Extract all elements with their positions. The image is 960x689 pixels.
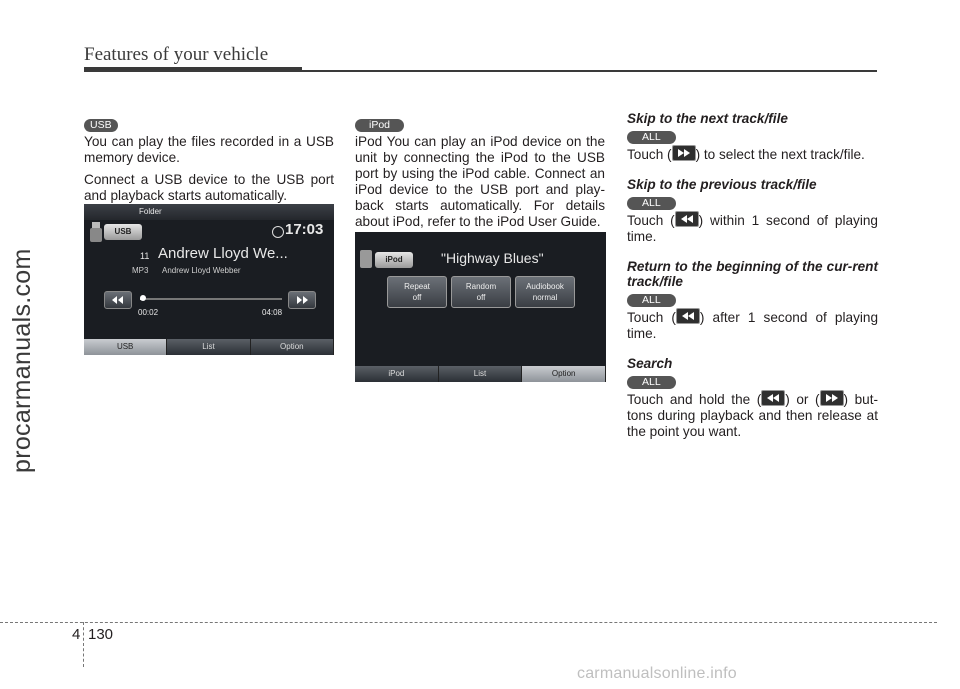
footer-dashed-rule: [0, 622, 937, 623]
skip-prev-heading: Skip to the previous track/file: [627, 177, 817, 192]
skip-prev-text-after: ) within 1 second of playing time.: [627, 213, 878, 244]
side-watermark: procarmanuals.com: [8, 248, 36, 473]
header-rule-thin: [302, 70, 877, 72]
controls-column: [627, 111, 878, 446]
skip-prev-text-before: Touch (: [627, 213, 675, 228]
usb-paragraph-2: Connect a USB device to the USB port and playback starts automatically.: [84, 172, 334, 203]
return-start-text-after: ) after 1 second of playing time.: [627, 310, 879, 341]
search-text-mid: ) or (: [785, 392, 820, 407]
ipod-tab-option[interactable]: Option: [522, 366, 606, 382]
ipod-column: [355, 116, 605, 236]
ipod-badge: iPod: [355, 119, 404, 132]
header-rule-thick: [84, 67, 302, 72]
ipod-audiobook-button[interactable]: [515, 276, 575, 308]
usb-progress-track[interactable]: [140, 298, 282, 300]
usb-source-button[interactable]: USB: [104, 224, 142, 240]
return-start-heading: Return to the beginning of the cur-rent track/file: [627, 259, 878, 289]
usb-tab-usb[interactable]: USB: [84, 339, 167, 355]
rewind-icon: [676, 308, 700, 324]
ipod-audiobook-label: Audiobook: [526, 282, 564, 291]
usb-tab-bar: [84, 339, 334, 355]
page-number: 130: [88, 626, 114, 643]
footer-vertical-rule: [83, 622, 84, 667]
ipod-tab-bar: [355, 366, 606, 382]
fast-forward-icon: [672, 145, 696, 161]
usb-paragraph-1: You can play the files recorded in a USB memory device.: [84, 134, 334, 165]
ipod-source-button[interactable]: iPod: [375, 252, 413, 268]
usb-folder-label: Folder: [139, 207, 162, 216]
usb-badge: USB: [84, 119, 118, 132]
usb-player-screenshot: [84, 204, 334, 355]
usb-track-number: 11: [140, 251, 150, 261]
return-start-text-before: Touch (: [627, 310, 676, 325]
ipod-random-value: off: [476, 293, 486, 302]
usb-tab-option[interactable]: Option: [251, 339, 334, 355]
skip-next-text-after: ) to select the next track/file.: [695, 147, 865, 162]
ipod-device-icon: [360, 250, 372, 268]
usb-column: [84, 116, 334, 210]
search-badge: ALL: [627, 376, 676, 389]
skip-next-text-before: Touch (: [627, 147, 672, 162]
skip-prev-text: [627, 211, 878, 245]
ipod-tab-list[interactable]: List: [439, 366, 523, 382]
usb-device-icon: [90, 222, 102, 242]
ipod-paragraph: iPod You can play an iPod device on the unit by connecting the iPod to the USB port by using the iPod cable. Connect an iPod device to the USB port and play-back starts automatically. For details about iPod, refer to the iPod User Guide.: [355, 134, 605, 229]
clock-icon: [272, 226, 284, 238]
ipod-audiobook-value: normal: [532, 293, 558, 302]
rewind-icon: [675, 211, 699, 227]
search-text-before: Touch and hold the (: [627, 392, 762, 407]
rewind-icon: [761, 390, 785, 406]
search-text-after: ) but-tons during playback and then release at the point you want.: [627, 392, 878, 439]
usb-fast-forward-button[interactable]: [288, 291, 316, 309]
usb-tab-list[interactable]: List: [167, 339, 250, 355]
ipod-player-screenshot: [355, 232, 606, 382]
usb-rewind-button[interactable]: [104, 291, 132, 309]
rewind-icon: [105, 292, 131, 308]
skip-next-text: [627, 145, 878, 163]
search-heading: Search: [627, 356, 673, 371]
chapter-number: 4: [72, 626, 81, 643]
usb-format: MP3: [132, 266, 149, 275]
usb-track-title: Andrew Lloyd We...: [158, 245, 288, 262]
search-text: [627, 390, 878, 440]
return-start-badge: ALL: [627, 294, 676, 307]
ipod-tab-ipod[interactable]: iPod: [355, 366, 439, 382]
ipod-repeat-button[interactable]: [387, 276, 447, 308]
usb-screen-topbar: [84, 204, 334, 220]
ipod-repeat-value: off: [412, 293, 422, 302]
bottom-watermark: carmanualsonline.info: [577, 665, 737, 682]
usb-elapsed-time: 00:02: [138, 308, 159, 317]
ipod-random-button[interactable]: [451, 276, 511, 308]
skip-prev-badge: ALL: [627, 197, 676, 210]
fast-forward-icon: [289, 292, 315, 308]
usb-clock: 17:03: [285, 221, 324, 238]
ipod-song-title: "Highway Blues": [441, 250, 544, 266]
page-header-title: Features of your vehicle: [84, 44, 269, 65]
ipod-repeat-label: Repeat: [404, 282, 430, 291]
skip-next-badge: ALL: [627, 131, 676, 144]
return-start-text: [627, 308, 878, 342]
usb-artist: Andrew Lloyd Webber: [162, 266, 241, 275]
fast-forward-icon: [820, 390, 844, 406]
usb-total-time: 04:08: [262, 308, 283, 317]
ipod-random-label: Random: [465, 282, 497, 291]
usb-progress-knob[interactable]: [140, 295, 146, 301]
skip-next-heading: Skip to the next track/file: [627, 111, 788, 126]
